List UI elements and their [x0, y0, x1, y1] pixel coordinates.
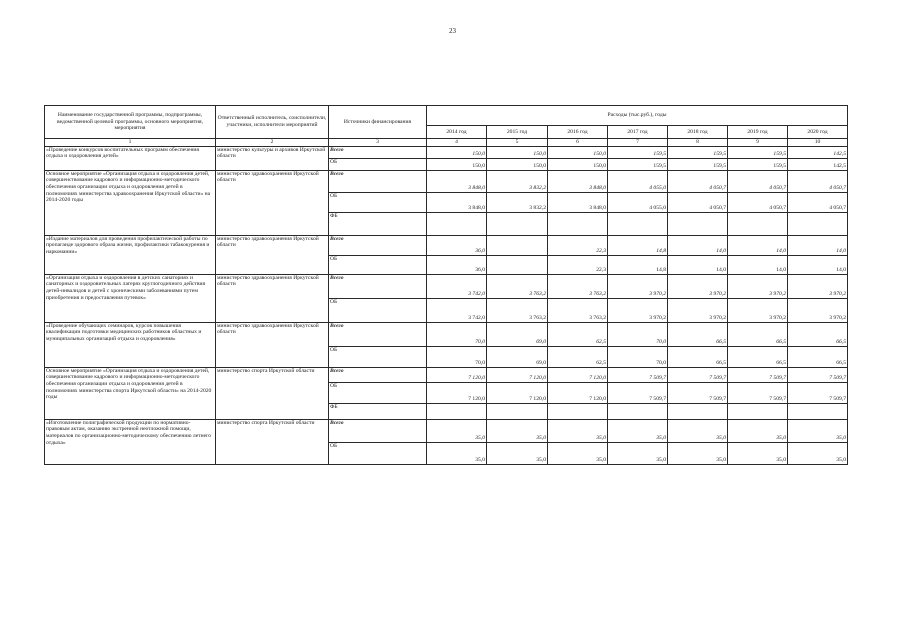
expense-value-cell: 66,5: [668, 346, 728, 367]
expense-value-cell: 3 970,2: [728, 274, 788, 298]
funding-source-cell: ФБ: [329, 403, 427, 419]
budget-table: [44, 105, 848, 465]
expense-value-cell: 159,5: [608, 158, 668, 170]
expense-value-cell: 150,0: [548, 146, 608, 158]
expense-value-cell: 35,0: [728, 442, 788, 464]
expense-value-cell: 36,0: [427, 235, 487, 255]
expense-value-cell: 69,0: [487, 346, 548, 367]
expense-value-cell: 35,0: [788, 419, 848, 442]
header-year: 2018 год: [668, 126, 728, 139]
expense-value-cell: 150,0: [427, 146, 487, 158]
expense-value-cell: 7 509,7: [728, 382, 788, 403]
funding-source-cell: ФБ: [329, 212, 427, 235]
expense-value-cell: 7 120,0: [427, 367, 487, 382]
expense-value-cell: 150,0: [548, 158, 608, 170]
activity-name-cell: «Издание материалов для проведения профилактической работы по пропаганде здорового образа жизни, профилактики табакокурения и наркомании»: [45, 235, 216, 274]
funding-source-cell: Всего: [329, 367, 427, 382]
expense-value-cell: 3 763,2: [548, 298, 608, 322]
executor-cell: министерство спорта Иркутской области: [216, 367, 329, 419]
expense-value-cell: 3 848,0: [427, 170, 487, 192]
header-year: 2015 год: [487, 126, 548, 139]
expense-value-cell: 4 050,7: [788, 170, 848, 192]
expense-value-cell: 7 120,0: [487, 367, 548, 382]
header-source: Источники финансирования: [329, 106, 427, 139]
expense-value-cell: 3 970,2: [608, 274, 668, 298]
expense-value-cell: 7 509,7: [608, 367, 668, 382]
funding-source-cell: Всего: [329, 235, 427, 255]
expense-value-cell: 3 763,2: [487, 298, 548, 322]
expense-value-cell: 3 970,2: [788, 298, 848, 322]
expense-value-cell: 14,0: [668, 235, 728, 255]
expense-value-cell: [788, 403, 848, 419]
column-number: 6: [548, 139, 608, 147]
expense-value-cell: 4 050,7: [788, 192, 848, 212]
column-number: 9: [728, 139, 788, 147]
funding-source-cell: ОБ: [329, 382, 427, 403]
expense-value-cell: 35,0: [487, 442, 548, 464]
expense-value-cell: 62,5: [548, 322, 608, 346]
table-row: [45, 419, 848, 442]
budget-body: [45, 146, 848, 464]
table-row: [45, 367, 848, 382]
funding-source-cell: Всего: [329, 170, 427, 192]
expense-value-cell: 150,0: [427, 158, 487, 170]
header-year: 2016 год: [548, 126, 608, 139]
expense-value-cell: 3 742,0: [427, 274, 487, 298]
expense-value-cell: 7 509,7: [788, 382, 848, 403]
expense-value-cell: 66,5: [728, 346, 788, 367]
funding-source-cell: Всего: [329, 322, 427, 346]
expense-value-cell: 150,0: [487, 158, 548, 170]
expense-value-cell: 142,5: [788, 158, 848, 170]
expense-value-cell: [548, 212, 608, 235]
expense-value-cell: 66,5: [788, 346, 848, 367]
expense-value-cell: 3 763,2: [487, 274, 548, 298]
expense-value-cell: 3 970,2: [668, 298, 728, 322]
funding-source-cell: Всего: [329, 146, 427, 158]
expense-value-cell: 69,0: [487, 322, 548, 346]
executor-cell: министерство здравоохранения Иркутской области: [216, 170, 329, 235]
expense-value-cell: [548, 403, 608, 419]
expense-value-cell: 35,0: [548, 419, 608, 442]
table-row: [45, 322, 848, 346]
expense-value-cell: [668, 212, 728, 235]
activity-name-cell: Основное мероприятие «Организация отдыха и оздоровления детей, совершенствование кадрового и информационно-методического обеспечения организации отдыха и оздоровления детей в полномочиях министерства спорта Иркутской области» на 2014-2020 годы: [45, 367, 216, 419]
executor-cell: министерство здравоохранения Иркутской области: [216, 274, 329, 322]
expense-value-cell: 14,0: [728, 255, 788, 274]
expense-value-cell: 7 509,7: [608, 382, 668, 403]
header-row-top: [45, 106, 848, 126]
funding-source-cell: ОБ: [329, 158, 427, 170]
expense-value-cell: 159,5: [728, 158, 788, 170]
expense-value-cell: 7 120,0: [548, 367, 608, 382]
funding-source-cell: ОБ: [329, 442, 427, 464]
expense-value-cell: [487, 255, 548, 274]
expense-value-cell: 35,0: [427, 419, 487, 442]
column-number: 3: [329, 139, 427, 147]
expense-value-cell: 35,0: [608, 442, 668, 464]
column-number: 2: [216, 139, 329, 147]
expense-value-cell: [668, 403, 728, 419]
expense-value-cell: 7 120,0: [487, 382, 548, 403]
expense-value-cell: 4 050,7: [728, 192, 788, 212]
header-name: Наименование государственной программы, подпрограммы, ведомственной целевой программы, основного мероприятия, мероприятия: [45, 106, 216, 139]
expense-value-cell: 36,0: [427, 255, 487, 274]
executor-cell: министерство здравоохранения Иркутской области: [216, 322, 329, 367]
executor-cell: министерство спорта Иркутской области: [216, 419, 329, 464]
activity-name-cell: «Изготовление полиграфической продукции по нормативно-правовым актам, оказанию экстренной неотложной помощи, материалов по организационно-методическому обеспечению летнего отдыха»: [45, 419, 216, 464]
header-year: 2017 год: [608, 126, 668, 139]
expense-value-cell: 3 832,2: [487, 170, 548, 192]
expense-value-cell: 14,8: [608, 235, 668, 255]
expense-value-cell: 150,0: [487, 146, 548, 158]
expense-value-cell: 22,3: [548, 235, 608, 255]
header-year: 2014 год: [427, 126, 487, 139]
column-number: 10: [788, 139, 848, 147]
header-year: 2019 год: [728, 126, 788, 139]
expense-value-cell: [427, 212, 487, 235]
expense-value-cell: 3 848,0: [427, 192, 487, 212]
table-row: [45, 274, 848, 298]
expense-value-cell: 66,5: [668, 322, 728, 346]
expense-value-cell: 7 509,7: [728, 367, 788, 382]
executor-cell: министерство здравоохранения Иркутской области: [216, 235, 329, 274]
expense-value-cell: 7 120,0: [427, 382, 487, 403]
expense-value-cell: 159,5: [668, 158, 728, 170]
expense-value-cell: [788, 212, 848, 235]
activity-name-cell: «Проведение конкурсов воспитательных программ обеспечения отдыха и оздоровления детей»: [45, 146, 216, 170]
funding-source-cell: Всего: [329, 419, 427, 442]
expense-value-cell: 22,3: [548, 255, 608, 274]
expense-value-cell: 14,0: [668, 255, 728, 274]
expense-value-cell: [487, 403, 548, 419]
expense-value-cell: 66,5: [788, 322, 848, 346]
expense-value-cell: 35,0: [728, 419, 788, 442]
funding-source-cell: ОБ: [329, 298, 427, 322]
expense-value-cell: 3 848,0: [548, 192, 608, 212]
expense-value-cell: [608, 403, 668, 419]
funding-source-cell: Всего: [329, 274, 427, 298]
expense-value-cell: 62,5: [548, 346, 608, 367]
expense-value-cell: 7 509,7: [788, 367, 848, 382]
expense-value-cell: 7 509,7: [668, 367, 728, 382]
funding-source-cell: ОБ: [329, 346, 427, 367]
expense-value-cell: 3 970,2: [788, 274, 848, 298]
funding-source-cell: ОБ: [329, 255, 427, 274]
funding-source-cell: ОБ: [329, 192, 427, 212]
expense-value-cell: 70,0: [427, 322, 487, 346]
expense-value-cell: [728, 403, 788, 419]
expense-value-cell: 14,8: [608, 255, 668, 274]
expense-value-cell: 35,0: [608, 419, 668, 442]
expense-value-cell: 3 970,2: [608, 298, 668, 322]
expense-value-cell: 7 120,0: [548, 382, 608, 403]
activity-name-cell: «Организация отдыха и оздоровления в детских санаториях и санаторных и оздоровительных лагерях круглогодичного действия детей-инвалидов и детей с хроническими заболеваниями путем приобретения и предоставления путевок»: [45, 274, 216, 322]
activity-name-cell: Основное мероприятие «Организация отдыха и оздоровления детей, совершенствование кадрового и информационно-методического обеспечения организации отдыха и оздоровления детей в полномочиях министерства здравоохранения Иркутской области» на 2014-2020 годы: [45, 170, 216, 235]
executor-cell: министерство культуры и архивов Иркутской области: [216, 146, 329, 170]
column-number: 8: [668, 139, 728, 147]
column-number: 4: [427, 139, 487, 147]
expense-value-cell: 70,0: [608, 322, 668, 346]
expense-value-cell: 4 055,0: [608, 170, 668, 192]
expense-value-cell: [487, 235, 548, 255]
expense-value-cell: 35,0: [427, 442, 487, 464]
expense-value-cell: 159,5: [608, 146, 668, 158]
expense-value-cell: 4 050,7: [668, 170, 728, 192]
expense-value-cell: 3 742,0: [427, 298, 487, 322]
column-number: 1: [45, 139, 216, 147]
table-row: [45, 235, 848, 255]
column-number: 5: [487, 139, 548, 147]
expense-value-cell: 4 050,7: [668, 192, 728, 212]
expense-value-cell: [728, 212, 788, 235]
expense-value-cell: 70,0: [608, 346, 668, 367]
expense-value-cell: 159,5: [728, 146, 788, 158]
expense-value-cell: 35,0: [548, 442, 608, 464]
header-row-numbers: [45, 139, 848, 147]
expense-value-cell: 35,0: [668, 419, 728, 442]
expense-value-cell: 7 509,7: [668, 382, 728, 403]
expense-value-cell: 35,0: [788, 442, 848, 464]
expense-value-cell: 14,0: [788, 255, 848, 274]
expense-value-cell: 3 848,0: [548, 170, 608, 192]
expense-value-cell: 14,0: [788, 235, 848, 255]
header-executor: Ответственный исполнитель, соисполнители, участники, исполнители мероприятий: [216, 106, 329, 139]
table-row: [45, 170, 848, 192]
header-expenses: Расходы (тыс.руб.), годы: [427, 106, 848, 126]
expense-value-cell: [427, 403, 487, 419]
expense-value-cell: 142,5: [788, 146, 848, 158]
expense-value-cell: 35,0: [487, 419, 548, 442]
expense-value-cell: 3 832,2: [487, 192, 548, 212]
header-year: 2020 год: [788, 126, 848, 139]
table-row: [45, 146, 848, 158]
expense-value-cell: 4 050,7: [728, 170, 788, 192]
expense-value-cell: 159,5: [668, 146, 728, 158]
expense-value-cell: 14,0: [728, 235, 788, 255]
expense-value-cell: 4 055,0: [608, 192, 668, 212]
expense-value-cell: 3 970,2: [668, 274, 728, 298]
activity-name-cell: «Проведение обучающих семинаров, курсов повышения квалификации подготовки медицинских работников областных и муниципальных организаций отдыха и оздоровления»: [45, 322, 216, 367]
expense-value-cell: 35,0: [668, 442, 728, 464]
expense-value-cell: 66,5: [728, 322, 788, 346]
page-number: 23: [449, 27, 456, 35]
expense-value-cell: 3 970,2: [728, 298, 788, 322]
column-number: 7: [608, 139, 668, 147]
expense-value-cell: [608, 212, 668, 235]
expense-value-cell: [487, 212, 548, 235]
expense-value-cell: 70,0: [427, 346, 487, 367]
expense-value-cell: 3 763,2: [548, 274, 608, 298]
